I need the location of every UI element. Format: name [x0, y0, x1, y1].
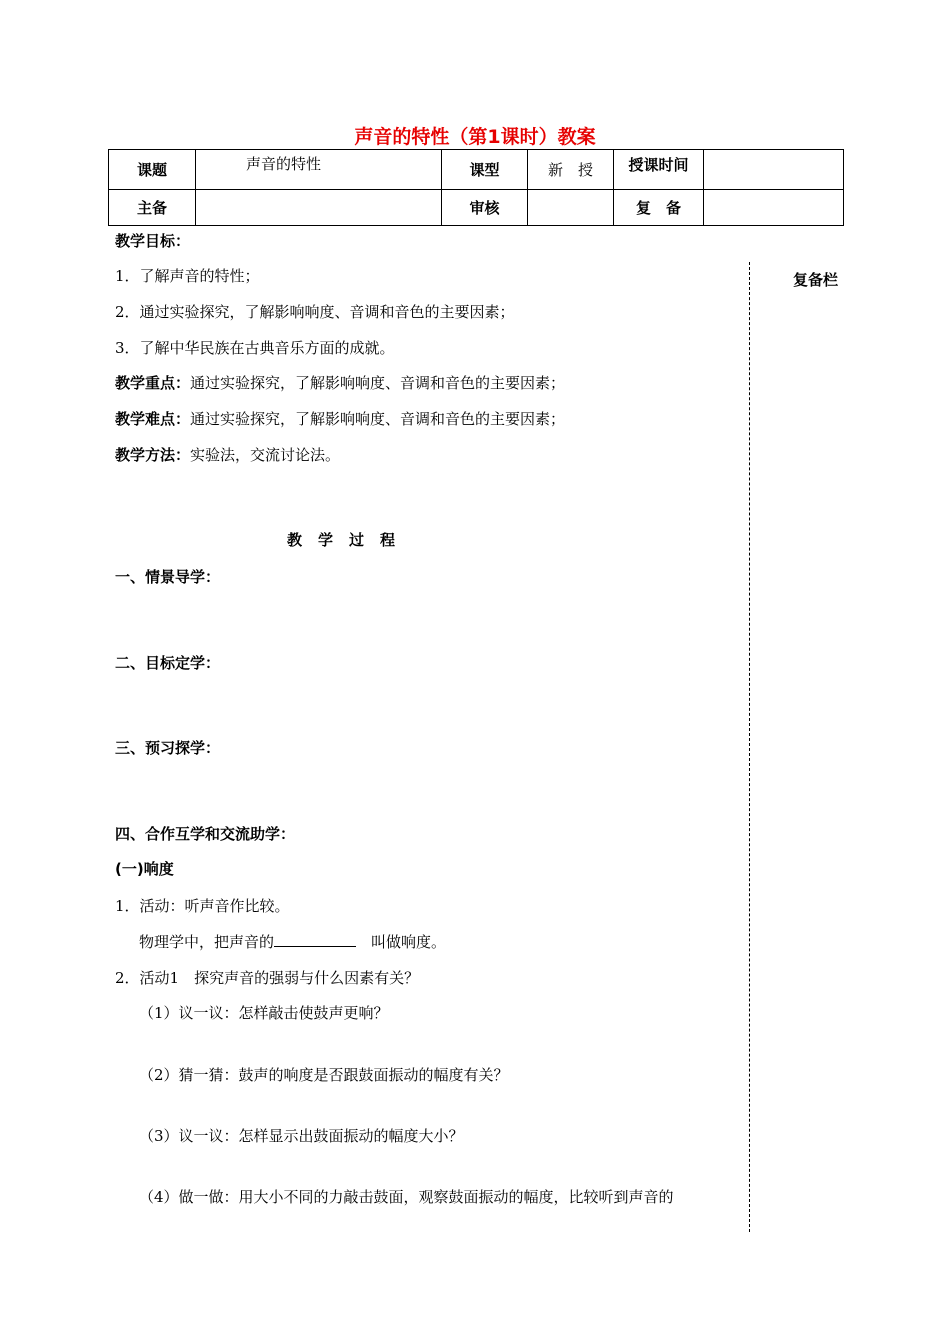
lead-label: 主备: [109, 190, 196, 226]
process-title: 教学过程: [287, 531, 412, 549]
objective-item: 1．了解声音的特性；: [115, 267, 260, 285]
fill-before-text: 物理学中，把声音的: [139, 933, 275, 951]
time-label: 授课时间: [614, 150, 704, 190]
fill-after-text: 叫做响度。: [371, 933, 447, 951]
difficulty-label: 教学难点：: [115, 410, 191, 428]
info-row-2: [109, 190, 844, 226]
section-heading: 四、合作互学和交流助学：: [115, 825, 296, 843]
difficulty-line: [115, 408, 565, 429]
prep-label: 复 备: [614, 190, 704, 226]
topic-value: [196, 150, 442, 190]
topic-value-text: 声音的特性: [246, 155, 322, 173]
document-title: 声音的特性（第1课时）教案: [354, 126, 596, 148]
key-point-line: [115, 372, 565, 393]
method-label: 教学方法：: [115, 446, 191, 464]
objective-item: 3．了解中华民族在古典音乐方面的成就。: [115, 339, 395, 357]
activity-step: （3）议一议：怎样显示出鼓面振动的幅度大小？: [139, 1127, 464, 1145]
key-point-label: 教学重点：: [115, 374, 191, 392]
answer-blank: [274, 931, 356, 947]
key-point-text: 通过实验探究，了解影响响度、音调和音色的主要因素；: [190, 374, 566, 392]
objectives-heading: 教学目标：: [115, 232, 191, 250]
sidebar-label: 复备栏: [793, 271, 839, 289]
section-heading: 一、情景导学：: [115, 568, 221, 586]
type-value: 新 授: [528, 150, 614, 190]
lesson-info-table: [108, 149, 844, 226]
section-heading: 三、预习探学：: [115, 739, 221, 757]
type-label: 课型: [442, 150, 528, 190]
lead-value: [196, 190, 442, 226]
activity-step: （4）做一做：用大小不同的力敲击鼓面，观察鼓面振动的幅度，比较听到声音的: [139, 1188, 674, 1206]
activity2-line: 2．活动1 探究声音的强弱与什么因素有关？: [115, 969, 420, 987]
sidebar-divider: [749, 262, 750, 1232]
section-heading: 二、目标定学：: [115, 654, 221, 672]
prep-value: [704, 190, 844, 226]
review-label: 审核: [442, 190, 528, 226]
difficulty-text: 通过实验探究，了解影响响度、音调和音色的主要因素；: [190, 410, 566, 428]
review-value: [528, 190, 614, 226]
method-line: [115, 444, 340, 465]
activity1-line: 1．活动：听声音作比较。: [115, 897, 290, 915]
activity-step: （2）猜一猜：鼓声的响度是否跟鼓面振动的幅度有关？: [139, 1066, 509, 1084]
info-row-1: [109, 150, 844, 190]
topic-label: 课题: [109, 150, 196, 190]
objective-item: 2．通过实验探究，了解影响响度、音调和音色的主要因素；: [115, 303, 515, 321]
time-value: [704, 150, 844, 190]
method-text: 实验法，交流讨论法。: [190, 446, 341, 464]
subsection-heading: (一)响度: [115, 860, 174, 878]
activity-step: （1）议一议：怎样敲击使鼓声更响？: [139, 1004, 389, 1022]
fill-in-sentence: [139, 931, 446, 952]
